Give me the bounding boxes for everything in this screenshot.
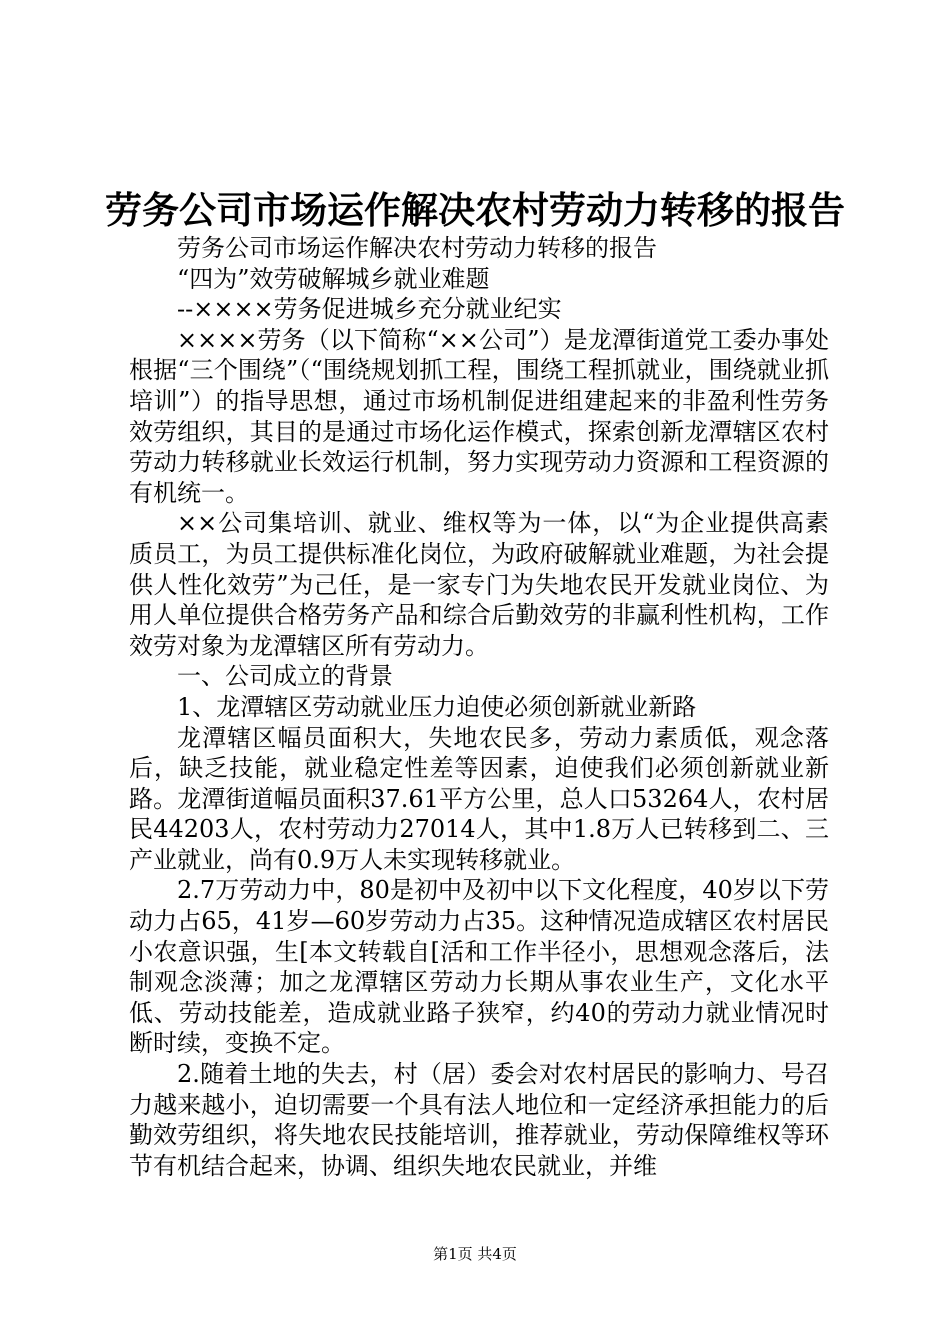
paragraph-byline: --××××劳务促进城乡充分就业纪实 (177, 295, 562, 324)
paragraph-statistics: 龙潭辖区幅员面积大，失地农民多，劳动力素质低，观念落后，缺乏技能，就业稳定性差等因素，迫使我们必须创新就业新路。龙潭街道幅员面积37.61平方公里，总人口53264人，农村居民44203人，农村劳动力27014人，其中1.8万人已转移到二、三产业就业，尚有0.9万人未实现转移就业。 (129, 723, 829, 874)
paragraph-report-title: 劳务公司市场运作解决农村劳动力转移的报告 (177, 234, 657, 262)
document-title: 劳务公司市场运作解决农村劳动力转移的报告 (105, 188, 845, 232)
subsection-heading-pressure: 1、龙潭辖区劳动就业压力迫使必须创新就业新路 (177, 692, 697, 721)
paragraph-education: 2.7万劳动力中，80是初中及初中以下文化程度，40岁以下劳动力占65，41岁—60岁劳动力占35。这种情况造成辖区农村居民小农意识强，生[本文转载自[活和工作半径小，思想观念落后，法制观念淡薄；加之龙潭辖区劳动力长期从事农业生产，文化水平低、劳动技能差，造成就业路子狭窄，约40的劳动力就业情况时断时续，变换不定。 (129, 876, 829, 1058)
paragraph-intro: ××××劳务（以下简称“××公司”）是龙潭街道党工委办事处根据“三个围绕”（“围绕规划抓工程，围绕工程抓就业，围绕就业抓培训”）的指导思想，通过市场机制促进组建起来的非盈利性劳务效劳组织，其目的是通过市场化运作模式，探索创新龙潭辖区农村劳动力转移就业长效运行机制，努力实现劳动力资源和工程资源的有机统一。 (129, 325, 829, 507)
paragraph-subtitle: “四为”效劳破解城乡就业难题 (177, 264, 490, 293)
document-body (129, 233, 829, 1181)
page-footer: 第1页 共4页 (433, 1245, 517, 1263)
paragraph-land-loss: 2.随着土地的失去，村（居）委会对农村居民的影响力、号召力越来越小，迫切需要一个具有法人地位和一定经济承担能力的后勤效劳组织，将失地农民技能培训，推荐就业，劳动保障维权等环节有机结合起来，协调、组织失地农民就业，并维 (129, 1060, 829, 1180)
section-heading-background: 一、公司成立的背景 (177, 662, 393, 691)
paragraph-company-profile: ××公司集培训、就业、维权等为一体，以“为企业提供高素质员工，为员工提供标准化岗位，为政府破解就业难题，为社会提供人性化效劳”为己任，是一家专门为失地农民开发就业岗位、为用人单位提供合格劳务产品和综合后勤效劳的非赢利性机构，工作效劳对象为龙潭辖区所有劳动力。 (129, 509, 829, 660)
